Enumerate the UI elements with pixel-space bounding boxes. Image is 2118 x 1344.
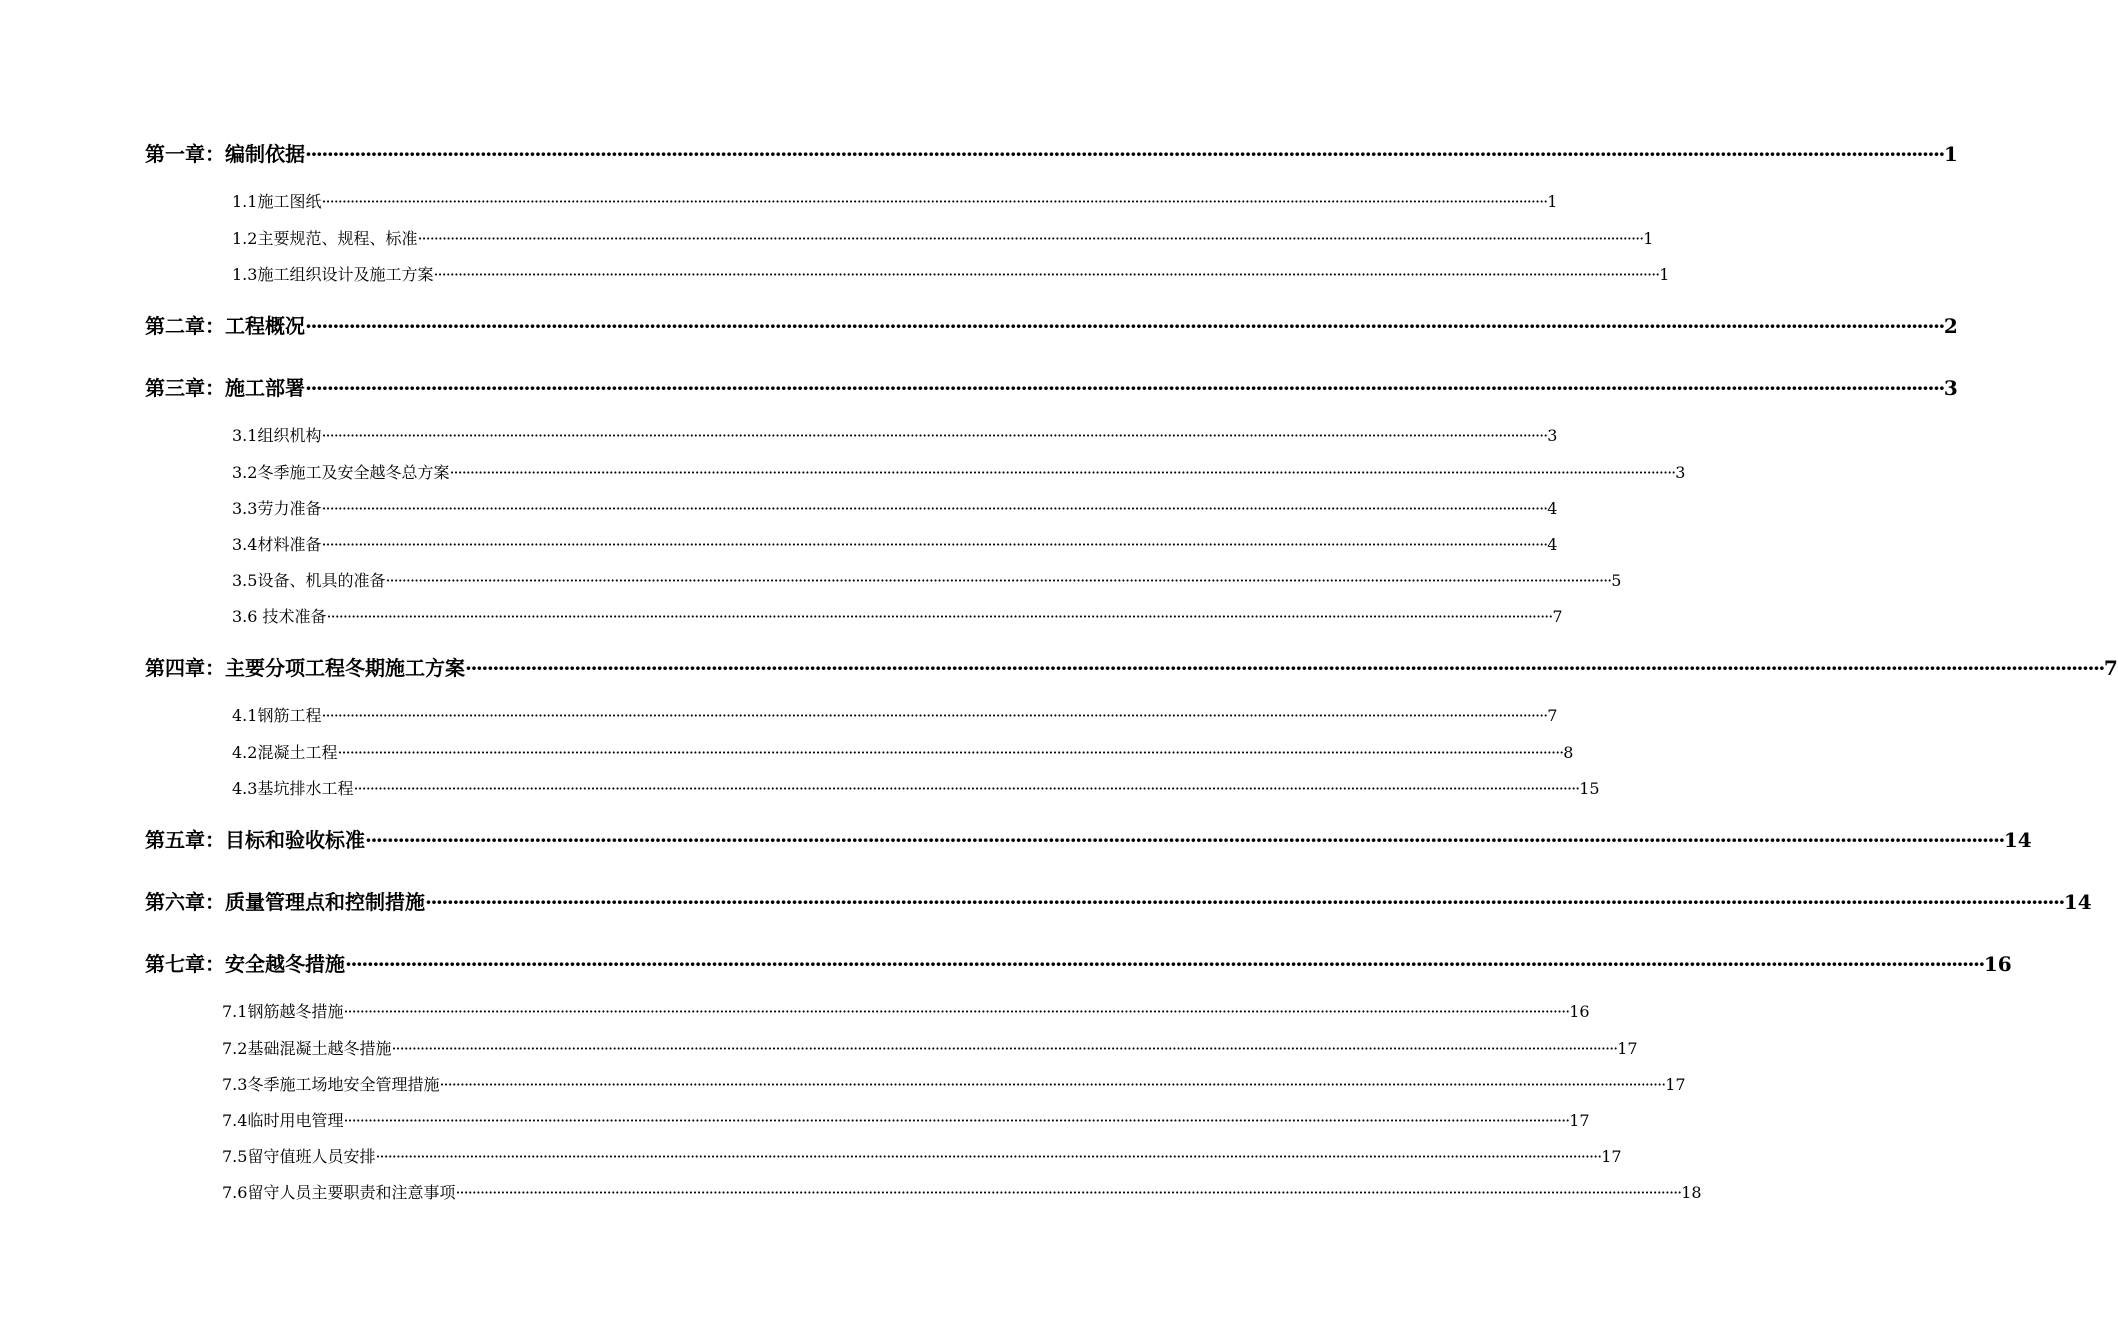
toc-section-4-3[interactable] — [232, 776, 1600, 799]
toc-page-number: 1 — [1643, 229, 1654, 248]
toc-section-title: 7.4临时用电管理 — [222, 1111, 344, 1130]
toc-chapter-5[interactable] — [145, 824, 2032, 853]
toc-section-title: 7.5留守值班人员安排 — [222, 1147, 376, 1166]
toc-leader-dots: ············································································································································································································································································································ — [343, 1111, 1570, 1130]
toc-page-number: 7 — [1547, 706, 1558, 725]
toc-section-7-5[interactable] — [222, 1144, 1622, 1167]
toc-page-number: 17 — [1617, 1039, 1638, 1058]
toc-section-3-5[interactable] — [232, 568, 1622, 591]
toc-section-title: 3.5设备、机具的准备 — [232, 571, 386, 590]
toc-page-number: 3 — [1675, 463, 1686, 482]
toc-page-number: 4 — [1547, 499, 1558, 518]
toc-page-number: 17 — [1601, 1147, 1622, 1166]
toc-page-number: 7 — [1552, 607, 1563, 626]
toc-page-number: 1 — [1659, 265, 1670, 284]
toc-page-number: 16 — [1569, 1002, 1590, 1021]
toc-section-title: 7.6留守人员主要职责和注意事项 — [222, 1183, 456, 1202]
toc-leader-dots: ············································································································································································································································································································ — [439, 1075, 1666, 1094]
toc-page-number: 17 — [1569, 1111, 1590, 1130]
toc-chapter-1[interactable] — [145, 138, 1958, 167]
toc-section-title: 3.3劳力准备 — [232, 499, 322, 518]
toc-chapter-4[interactable] — [145, 652, 2118, 681]
toc-section-4-2[interactable] — [232, 740, 1574, 763]
toc-section-4-1[interactable] — [232, 703, 1558, 726]
toc-leader-dots: ············································································································································································································································································································ — [365, 828, 2004, 852]
toc-leader-dots: ············································································································································································································································································································ — [417, 229, 1644, 248]
toc-section-3-3[interactable] — [232, 496, 1558, 519]
toc-section-title: 7.3冬季施工场地安全管理措施 — [222, 1075, 440, 1094]
toc-page-number: 2 — [1943, 314, 1958, 338]
toc-leader-dots: ············································································································································································································································································································ — [449, 463, 1676, 482]
toc-section-3-6[interactable] — [232, 604, 1563, 627]
toc-leader-dots: ············································································································································································································································································································ — [321, 499, 1548, 518]
toc-leader-dots: ············································································································································································································································································································ — [385, 571, 1612, 590]
toc-page-number: 7 — [2103, 656, 2118, 680]
toc-page-number: 18 — [1681, 1183, 1702, 1202]
toc-chapter-title: 第二章：工程概况 — [145, 314, 305, 338]
toc-leader-dots: ············································································································································································································································································································ — [433, 265, 1660, 284]
toc-section-7-3[interactable] — [222, 1072, 1686, 1095]
toc-leader-dots: ············································································································································································································································································································ — [353, 779, 1580, 798]
toc-section-title: 3.2冬季施工及安全越冬总方案 — [232, 463, 450, 482]
toc-leader-dots: ············································································································································································································································································································ — [391, 1039, 1618, 1058]
toc-chapter-6[interactable] — [145, 886, 2092, 915]
toc-section-3-4[interactable] — [232, 532, 1558, 555]
toc-page-number: 14 — [2063, 890, 2092, 914]
toc-section-title: 4.2混凝土工程 — [232, 743, 338, 762]
toc-section-3-2[interactable] — [232, 460, 1686, 483]
toc-leader-dots: ············································································································································································································································································································ — [345, 952, 1984, 976]
toc-leader-dots: ············································································································································································································································································································ — [305, 314, 1944, 338]
toc-leader-dots: ············································································································································································································································································································ — [321, 535, 1548, 554]
toc-leader-dots: ············································································································································································································································································································ — [321, 192, 1548, 211]
toc-section-7-1[interactable] — [222, 999, 1590, 1022]
toc-section-title: 1.1施工图纸 — [232, 192, 322, 211]
toc-page-number: 5 — [1611, 571, 1622, 590]
toc-leader-dots: ············································································································································································································································································································ — [337, 743, 1564, 762]
toc-section-title: 3.6 技术准备 — [232, 607, 327, 626]
toc-section-title: 7.1钢筋越冬措施 — [222, 1002, 344, 1021]
toc-page-number: 16 — [1983, 952, 2012, 976]
toc-leader-dots: ············································································································································································································································································································ — [375, 1147, 1602, 1166]
toc-section-title: 7.2基础混凝土越冬措施 — [222, 1039, 392, 1058]
toc-leader-dots: ············································································································································································································································································································ — [455, 1183, 1682, 1202]
toc-leader-dots: ············································································································································································································································································································ — [326, 607, 1553, 626]
toc-section-7-6[interactable] — [222, 1180, 1702, 1203]
toc-section-title: 1.2主要规范、规程、标准 — [232, 229, 418, 248]
toc-chapter-title: 第四章：主要分项工程冬期施工方案 — [145, 656, 465, 680]
toc-page-number: 8 — [1563, 743, 1574, 762]
toc-section-title: 4.3基坑排水工程 — [232, 779, 354, 798]
toc-chapter-title: 第六章：质量管理点和控制措施 — [145, 890, 425, 914]
toc-leader-dots: ············································································································································································································································································································ — [321, 426, 1548, 445]
toc-section-3-1[interactable] — [232, 423, 1558, 446]
toc-section-7-4[interactable] — [222, 1108, 1590, 1131]
toc-section-7-2[interactable] — [222, 1036, 1638, 1059]
toc-leader-dots: ············································································································································································································································································································ — [305, 376, 1944, 400]
toc-leader-dots: ············································································································································································································································································································ — [321, 706, 1548, 725]
toc-section-title: 3.4材料准备 — [232, 535, 322, 554]
toc-page-number: 15 — [1579, 779, 1600, 798]
toc-chapter-title: 第一章：编制依据 — [145, 142, 305, 166]
toc-page-number: 3 — [1943, 376, 1958, 400]
toc-chapter-title: 第五章：目标和验收标准 — [145, 828, 365, 852]
toc-page-number: 1 — [1547, 192, 1558, 211]
toc-leader-dots: ············································································································································································································································································································ — [425, 890, 2064, 914]
toc-page-number: 3 — [1547, 426, 1558, 445]
toc-chapter-2[interactable] — [145, 310, 1958, 339]
toc-page-number: 1 — [1943, 142, 1958, 166]
toc-chapter-7[interactable] — [145, 948, 2012, 977]
toc-page-number: 14 — [2003, 828, 2032, 852]
toc-chapter-3[interactable] — [145, 372, 1958, 401]
toc-section-1-1[interactable] — [232, 189, 1558, 212]
toc-section-1-2[interactable] — [232, 226, 1654, 249]
toc-section-title: 4.1钢筋工程 — [232, 706, 322, 725]
toc-section-title: 3.1组织机构 — [232, 426, 322, 445]
toc-leader-dots: ············································································································································································································································································································ — [305, 142, 1944, 166]
toc-section-1-3[interactable] — [232, 262, 1670, 285]
toc-leader-dots: ············································································································································································································································································································ — [465, 656, 2104, 680]
toc-page-number: 4 — [1547, 535, 1558, 554]
toc-leader-dots: ············································································································································································································································································································ — [343, 1002, 1570, 1021]
toc-chapter-title: 第七章：安全越冬措施 — [145, 952, 345, 976]
toc-chapter-title: 第三章：施工部署 — [145, 376, 305, 400]
toc-section-title: 1.3施工组织设计及施工方案 — [232, 265, 434, 284]
toc-page-number: 17 — [1665, 1075, 1686, 1094]
